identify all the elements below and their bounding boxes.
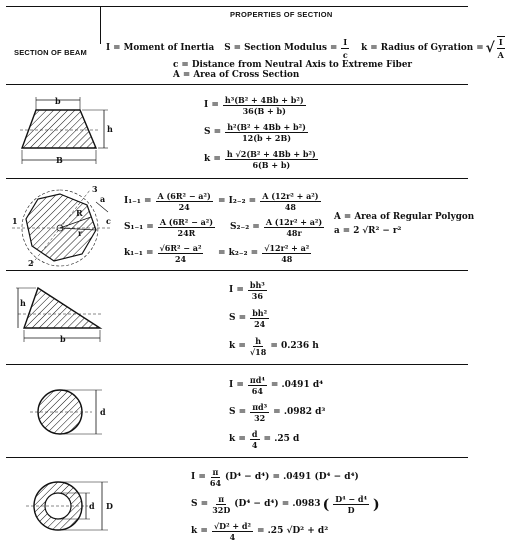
triangle-k-value: = 0.236 h <box>270 340 319 351</box>
trapezoid-formulas <box>204 92 320 173</box>
ring-k-numerator: √D² + d² <box>213 521 251 531</box>
ring-k-formula <box>191 518 380 545</box>
ring-I-formula <box>191 464 380 491</box>
trapezoid-k-fraction <box>225 150 318 169</box>
circle-k-denominator: 4 <box>251 440 258 450</box>
ring-I-value: (D⁴ − d⁴) = .0491 (D⁴ − d⁴) <box>225 472 359 482</box>
circle-I-value: = .0491 d⁴ <box>270 380 324 390</box>
polygon-I11-numerator: A (6R² − a²) <box>157 190 211 201</box>
trapezoid-k-numerator: h √2(B² + 4Bb + b²) <box>226 149 316 159</box>
polygon-label-1: 1 <box>12 216 18 226</box>
triangle-label-h: h <box>20 298 26 308</box>
ring-I-lhs: I = <box>191 472 206 482</box>
triangle-k-lhs: k = <box>229 340 246 351</box>
section-modulus-denominator: c <box>342 49 348 60</box>
circle-I-numerator: πd⁴ <box>249 375 265 385</box>
polygon-I22-numerator: A (12r² + a²) <box>262 190 319 201</box>
row-divider-2 <box>6 270 468 271</box>
polygon-S22-formula <box>218 214 326 240</box>
trapezoid-S-denominator: 12(b + 2B) <box>242 133 291 143</box>
ring-S-value-denominator: D <box>347 505 355 515</box>
trapezoid-I-formula <box>204 92 320 119</box>
circle-S-value: = .0982 d³ <box>273 407 326 417</box>
polygon-area-note: A = Area of Regular Polygon <box>334 212 475 222</box>
ring-S-numerator: π <box>218 494 225 504</box>
ring-S-denominator: 32D <box>212 505 231 515</box>
polygon-k22-fraction <box>262 244 311 263</box>
polygon-label-r: r <box>78 228 83 238</box>
trapezoid-S-numerator: h²(B² + 4Bb + b²) <box>227 122 306 132</box>
triangle-I-lhs: I = <box>229 284 244 295</box>
section-of-beam-heading: SECTION OF BEAM <box>14 48 88 57</box>
radius-of-gyration-numerator: I <box>498 37 503 47</box>
ring-S-formula: S = $\frac{\pi}{32D}$ (D⁴ − d⁴) = .0983 ( $\frac{\text{D⁴ − d⁴}}{D}$ ) <box>191 494 380 515</box>
circle-I-lhs: I = <box>229 380 244 390</box>
definitions-line-1: I = Moment of Inertia S = Section Modulus = $\frac{I}{c}$ k = Radius of Gyration = √ $\frac{I}{A}$ <box>106 36 504 60</box>
polygon-label-c: c <box>106 216 111 226</box>
polygon-S22-numerator: A (12r² + a²) <box>265 216 323 227</box>
triangle-k-numerator: h <box>255 335 262 346</box>
polygon-k22-formula <box>218 240 326 266</box>
polygon-S11-denominator: 24R <box>177 227 196 238</box>
polygon-label-2: 2 <box>28 258 34 268</box>
polygon-I22-fraction <box>260 192 320 211</box>
circle-I-fraction <box>248 376 267 395</box>
radius-of-gyration-definition: k = Radius of Gyration = <box>361 43 484 53</box>
row-divider-4 <box>6 457 468 458</box>
polygon-label-3: 3 <box>92 184 98 194</box>
polygon-formulas-left <box>124 188 217 266</box>
table-title: PROPERTIES OF SECTION <box>230 10 333 19</box>
circle-label-d: d <box>100 407 106 417</box>
triangle-I-formula <box>229 276 319 304</box>
moment-of-inertia-definition: I = Moment of Inertia <box>106 43 215 53</box>
polygon-k11-lhs: k₁₋₁ = <box>124 247 154 258</box>
triangle-label-b: b <box>60 334 66 344</box>
ring-k-lhs: k = <box>191 526 208 536</box>
ring-k-denominator: 4 <box>229 532 236 542</box>
polygon-I22-formula <box>218 188 326 214</box>
circle-k-value: = .25 d <box>263 434 300 444</box>
ring-S-value-fraction <box>333 495 369 514</box>
polygon-label-a: a <box>100 194 106 204</box>
polygon-S22-denominator: 48r <box>286 227 302 238</box>
section-modulus-numerator: I <box>343 36 348 47</box>
circle-S-lhs: S = <box>229 407 247 417</box>
polygon-I11-denominator: 24 <box>178 201 190 212</box>
triangle-S-formula <box>229 304 319 332</box>
ring-I-numerator: π <box>212 467 219 477</box>
hollow-circle-section-diagram <box>22 468 118 546</box>
trapezoid-I-numerator: h³(B² + 4Bb + b²) <box>224 95 304 105</box>
polygon-k11-fraction <box>158 244 204 263</box>
polygon-I11-fraction <box>156 192 213 211</box>
section-modulus-definition: S = Section Modulus = <box>224 43 338 53</box>
solid-circle-section-diagram <box>26 376 116 450</box>
ring-formulas <box>191 464 380 545</box>
ring-S-value-numerator: D⁴ − d⁴ <box>335 494 367 504</box>
polygon-k22-denominator: 48 <box>281 253 293 264</box>
ring-label-D: D <box>106 501 113 511</box>
triangle-S-fraction <box>250 309 269 328</box>
triangle-I-fraction <box>248 281 267 300</box>
area-definition: A = Area of Cross Section <box>173 70 300 80</box>
circle-S-formula <box>229 399 325 426</box>
circle-k-lhs: k = <box>229 434 246 444</box>
trapezoid-label-b: b <box>55 96 61 106</box>
polygon-k22-numerator: √12r² + a² <box>264 242 310 253</box>
ring-I-fraction <box>210 468 221 487</box>
circle-S-fraction <box>250 403 269 422</box>
triangle-I-denominator: 36 <box>251 290 263 301</box>
extreme-fiber-definition: c = Distance from Neutral Axis to Extreme Fiber <box>173 60 413 70</box>
trapezoid-S-fraction <box>225 123 308 142</box>
circle-I-formula <box>229 372 325 399</box>
polygon-k11-numerator: √6R² − a² <box>159 242 202 253</box>
polygon-S22-fraction <box>264 218 324 237</box>
row-divider-1 <box>6 178 468 179</box>
ring-label-d: d <box>89 501 95 511</box>
polygon-S11-lhs: S₁₋₁ = <box>124 221 154 232</box>
triangle-k-denominator: √18 <box>249 346 267 357</box>
polygon-I22-lhs: = I₂₋₂ = <box>218 195 257 206</box>
trapezoid-label-B: B <box>56 155 63 165</box>
trapezoid-I-denominator: 36(B + b) <box>242 106 286 116</box>
triangle-section-diagram <box>16 280 116 356</box>
polygon-S22-lhs: S₂₋₂ = <box>230 221 260 232</box>
ring-S-fraction <box>212 495 230 514</box>
circle-k-formula <box>229 426 325 453</box>
trapezoid-section-diagram <box>18 96 118 172</box>
regular-polygon-section-diagram <box>10 184 118 268</box>
triangle-S-lhs: S = <box>229 312 247 323</box>
polygon-formulas-right <box>218 188 326 266</box>
polygon-I22-denominator: 48 <box>284 201 296 212</box>
triangle-k-fraction <box>250 337 266 356</box>
triangle-S-denominator: 24 <box>254 318 266 329</box>
circle-S-denominator: 32 <box>254 413 266 423</box>
trapezoid-k-formula <box>204 146 320 173</box>
circle-k-numerator: d <box>251 429 258 439</box>
trapezoid-S-formula <box>204 119 320 146</box>
circle-S-numerator: πd³ <box>252 402 268 412</box>
circle-k-fraction <box>250 430 260 449</box>
triangle-formulas <box>229 276 319 360</box>
trapezoid-I-fraction <box>223 96 306 115</box>
table-top-border <box>6 6 468 7</box>
row-divider-3 <box>6 364 468 365</box>
polygon-label-R: R <box>76 208 83 218</box>
ring-S-lhs: S = <box>191 499 209 509</box>
polygon-S11-numerator: A (6R² − a²) <box>159 216 214 227</box>
triangle-S-numerator: bh² <box>252 307 268 318</box>
triangle-I-numerator: bh³ <box>249 279 265 290</box>
circle-formulas <box>229 372 325 453</box>
polygon-S11-formula <box>124 214 217 240</box>
polygon-I11-lhs: I₁₋₁ = <box>124 195 152 206</box>
header-bottom-border <box>6 84 468 85</box>
polygon-a-note: a = 2 √R² − r² <box>334 226 402 236</box>
section-modulus-fraction <box>341 37 349 60</box>
ring-S-value: (D⁴ − d⁴) = .0983 <box>234 499 321 509</box>
polygon-S11-fraction <box>158 218 215 237</box>
trapezoid-I-lhs: I = <box>204 100 219 110</box>
ring-k-value: = .25 √D² + d² <box>257 526 329 536</box>
ring-I-denominator: 64 <box>209 478 222 488</box>
radius-of-gyration-fraction <box>497 36 505 60</box>
ring-k-fraction <box>212 522 253 541</box>
polygon-k11-formula <box>124 240 217 266</box>
trapezoid-label-h: h <box>107 124 113 134</box>
circle-I-denominator: 64 <box>251 386 263 396</box>
trapezoid-S-lhs: S = <box>204 127 222 137</box>
polygon-k11-denominator: 24 <box>174 253 187 264</box>
triangle-k-formula <box>229 332 319 360</box>
polygon-k22-lhs: = k₂₋₂ = <box>218 247 259 258</box>
polygon-I11-formula <box>124 188 217 214</box>
trapezoid-k-denominator: 6(B + b) <box>252 160 291 170</box>
header-column-divider <box>100 6 101 44</box>
radius-of-gyration-denominator: A <box>497 50 504 60</box>
trapezoid-k-lhs: k = <box>204 154 221 164</box>
